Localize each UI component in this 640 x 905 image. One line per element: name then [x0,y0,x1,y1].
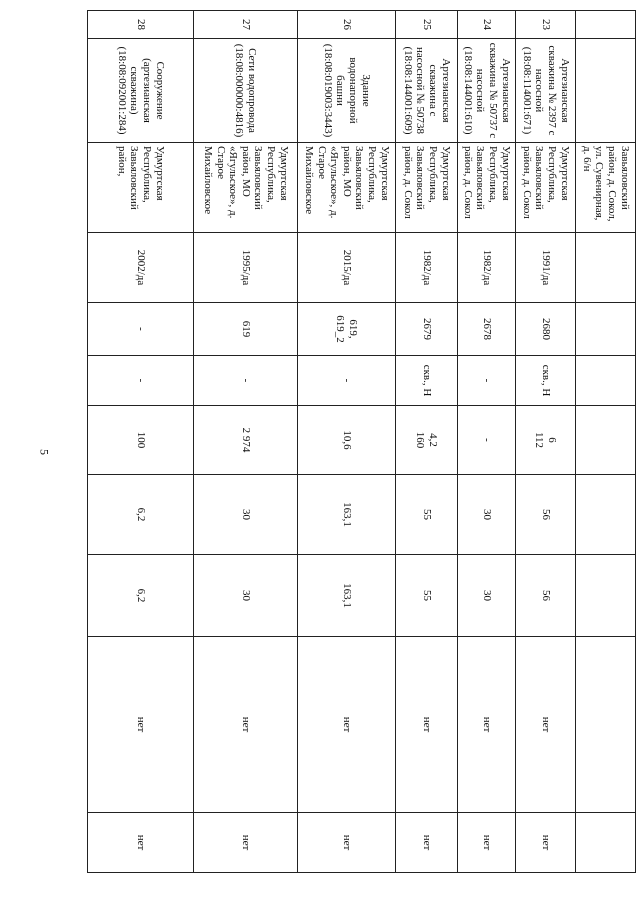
flag2-cell [576,813,636,873]
address-cell: Удмуртская Республика, Завьяловский район, [88,143,194,233]
table-row [458,11,516,873]
year-status-cell: 2002/да [88,233,194,303]
address-cell: Удмуртская Республика, Завьяловский район, д. Сокол [516,143,576,233]
year-status-cell: 1991/да [516,233,576,303]
type-cell: - [298,356,396,406]
type-cell [576,356,636,406]
table-body [88,11,636,873]
value1-cell: 6,2 [88,475,194,555]
flag2-cell: нет [458,813,516,873]
flag2-cell: нет [516,813,576,873]
value1-cell: 56 [516,475,576,555]
object-name-cell [576,39,636,143]
row-number-cell: 24 [458,11,516,39]
flag2-cell: нет [396,813,458,873]
address-cell: Удмуртская Республика, Завьяловский район, д. Сокол [458,143,516,233]
table-row [396,11,458,873]
object-name-cell: Здание водонапорной башни (18:08:019003:3443) [298,39,396,143]
object-name-cell: Артезианская скважина № 50737 с насосной (18:08:144001:610) [458,39,516,143]
row-number-cell [576,11,636,39]
flag1-cell: нет [516,637,576,813]
flag1-cell: нет [396,637,458,813]
table-row [298,11,396,873]
address-cell: Удмуртская Республика, Завьяловский район, д. Сокол [396,143,458,233]
row-number-cell: 23 [516,11,576,39]
row-number-cell: 25 [396,11,458,39]
objects-table [87,10,636,873]
code-cell: 2680 [516,303,576,356]
value1-cell [576,475,636,555]
parameter-cell [576,406,636,475]
year-status-cell [576,233,636,303]
value2-cell: 163,1 [298,555,396,637]
value2-cell [576,555,636,637]
year-status-cell: 1995/да [194,233,298,303]
type-cell: - [194,356,298,406]
flag1-cell: нет [194,637,298,813]
value1-cell: 163,1 [298,475,396,555]
parameter-cell: - [458,406,516,475]
code-cell [576,303,636,356]
code-cell: 2679 [396,303,458,356]
code-cell: 619 [194,303,298,356]
parameter-cell: 4,2 160 [396,406,458,475]
row-number-cell: 26 [298,11,396,39]
code-cell: 619, 619_2 [298,303,396,356]
object-name-cell: Сооружение (артезианская скважина) (18:08:092001:284) [88,39,194,143]
type-cell: - [458,356,516,406]
parameter-cell: 10,6 [298,406,396,475]
value1-cell: 30 [194,475,298,555]
year-status-cell: 1982/да [458,233,516,303]
document-sheet [88,10,636,872]
year-status-cell: 1982/да [396,233,458,303]
rotated-table-wrapper [88,10,636,872]
code-cell: - [88,303,194,356]
object-name-cell: Артезианская скважина с насосной № 50738 (18:08:144001:609) [396,39,458,143]
parameter-cell: 6 112 [516,406,576,475]
object-name-cell: Сети водопровода (18:08:000000:4816) [194,39,298,143]
year-status-cell: 2015/да [298,233,396,303]
value2-cell: 6,2 [88,555,194,637]
parameter-cell: 2 974 [194,406,298,475]
page-number: 5 [37,449,52,455]
value2-cell: 30 [194,555,298,637]
table-row [516,11,576,873]
object-name-cell: Артезианская скважина № 2397 с насосной (18:08:114001:671) [516,39,576,143]
flag2-cell: нет [298,813,396,873]
value2-cell: 30 [458,555,516,637]
address-cell: Удмуртская Республика, Завьяловский район, МО «Ягульское», д. Старое Михайловское [194,143,298,233]
table-row [576,11,636,873]
table-row [88,11,194,873]
code-cell: 2678 [458,303,516,356]
flag1-cell: нет [458,637,516,813]
address-cell: Завьяловский район, д. Сокол, ул. Сувенирная, д. 6/н [576,143,636,233]
value1-cell: 30 [458,475,516,555]
value1-cell: 55 [396,475,458,555]
row-number-cell: 28 [88,11,194,39]
type-cell: скв., Н [516,356,576,406]
value2-cell: 55 [396,555,458,637]
flag2-cell: нет [88,813,194,873]
parameter-cell: 100 [88,406,194,475]
flag2-cell: нет [194,813,298,873]
table-row [194,11,298,873]
type-cell: скв., Н [396,356,458,406]
type-cell: - [88,356,194,406]
value2-cell: 56 [516,555,576,637]
flag1-cell [576,637,636,813]
flag1-cell: нет [88,637,194,813]
row-number-cell: 27 [194,11,298,39]
flag1-cell: нет [298,637,396,813]
address-cell: Удмуртская Республика, Завьяловский район, МО «Ягульское», д. Старое Михайловское [298,143,396,233]
